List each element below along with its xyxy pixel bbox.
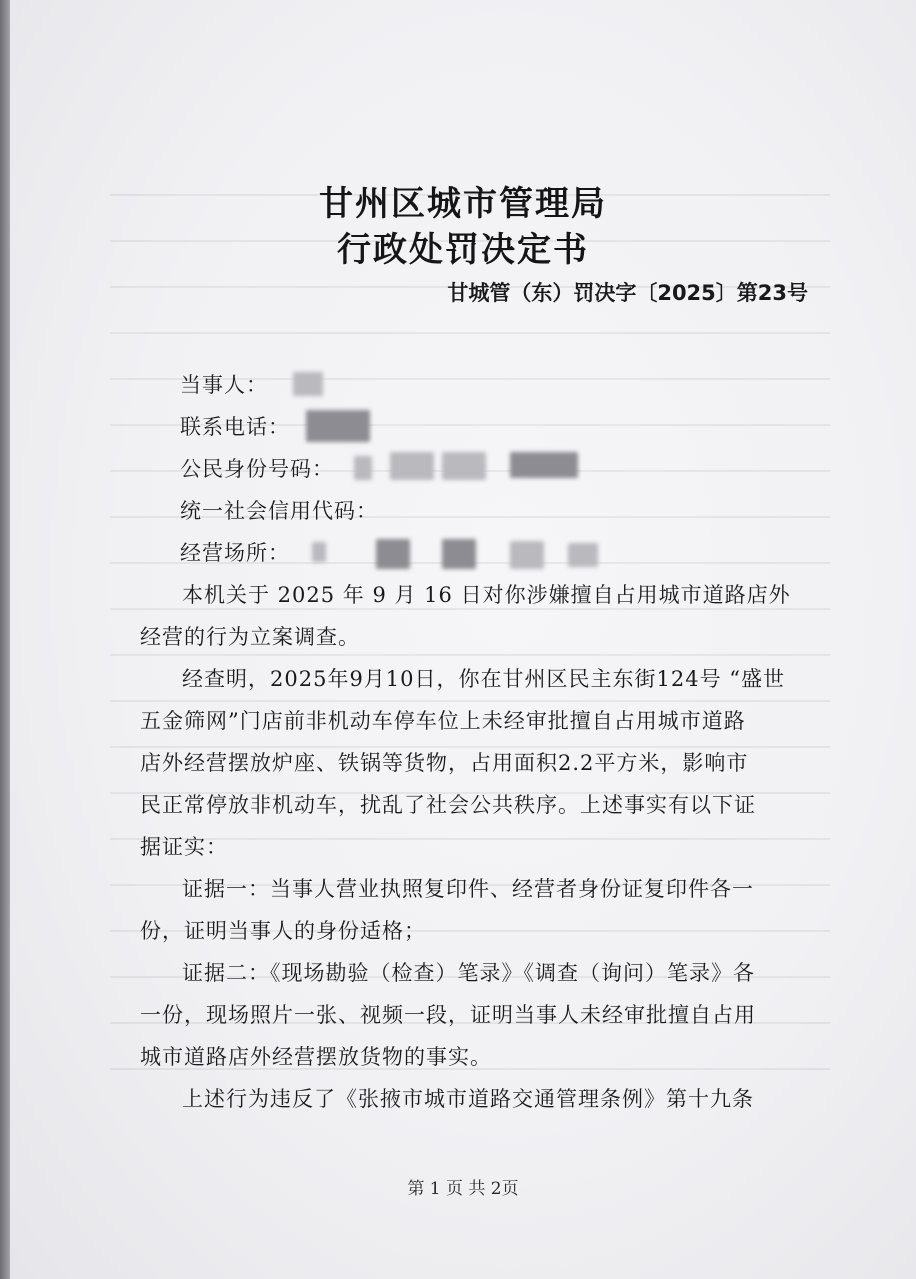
field-business-place: 经营场所： [180, 541, 290, 565]
redaction-place-2 [376, 539, 410, 569]
redaction-id-3 [442, 452, 486, 480]
field-phone: 联系电话： [180, 415, 290, 439]
body-line: 据证实： [140, 835, 228, 859]
redaction-id-1 [354, 456, 372, 480]
document-title-line2: 行政处罚决定书 [337, 230, 589, 270]
redaction-id-4 [510, 452, 578, 478]
field-id-number: 公民身份号码： [180, 457, 334, 481]
document-number: 甘城管（东）罚决字〔2025〕第23号 [447, 281, 808, 305]
document-title-line1: 甘州区城市管理局 [319, 184, 607, 224]
redaction-place-3 [442, 539, 476, 569]
body-line: 份，证明当事人的身份适格； [140, 919, 426, 943]
body-line: 经营的行为立案调查。 [140, 625, 360, 649]
body-line: 证据二：《现场勘验（检查）笔录》《调查（询问）笔录》各 [182, 961, 755, 985]
redaction-place-5 [568, 543, 598, 567]
body-line: 证据一：当事人营业执照复印件、经营者身份证复印件各一 [182, 877, 754, 901]
page-footer: 第 1 页 共 2页 [407, 1179, 519, 1199]
redaction-place-1 [312, 542, 326, 562]
redaction-phone [306, 410, 370, 442]
body-line: 城市道路店外经营摆放货物的事实。 [140, 1045, 492, 1069]
redaction-party [293, 372, 323, 396]
body-line: 一份，现场照片一张、视频一段，证明当事人未经审批擅自占用 [140, 1003, 756, 1027]
body-line: 经查明，2025年9月10日，你在甘州区民主东街124号 “盛世 [182, 667, 786, 691]
document-page [10, 0, 916, 1279]
body-line: 上述行为违反了《张掖市城市道路交通管理条例》第十九条 [182, 1087, 754, 1111]
field-credit-code: 统一社会信用代码： [180, 499, 378, 523]
body-line: 店外经营摆放炉座、铁锅等货物，占用面积2.2平方米，影响市 [140, 751, 749, 775]
body-line: 五金筛网”门店前非机动车停车位上未经审批擅自占用城市道路 [140, 709, 746, 733]
field-party: 当事人： [180, 373, 268, 397]
redaction-place-4 [510, 541, 544, 569]
redaction-id-2 [390, 452, 434, 480]
body-line: 民正常停放非机动车，扰乱了社会公共秩序。上述事实有以下证 [140, 793, 756, 817]
body-line: 本机关于 2025 年 9 月 16 日对你涉嫌擅自占用城市道路店外 [182, 583, 791, 607]
